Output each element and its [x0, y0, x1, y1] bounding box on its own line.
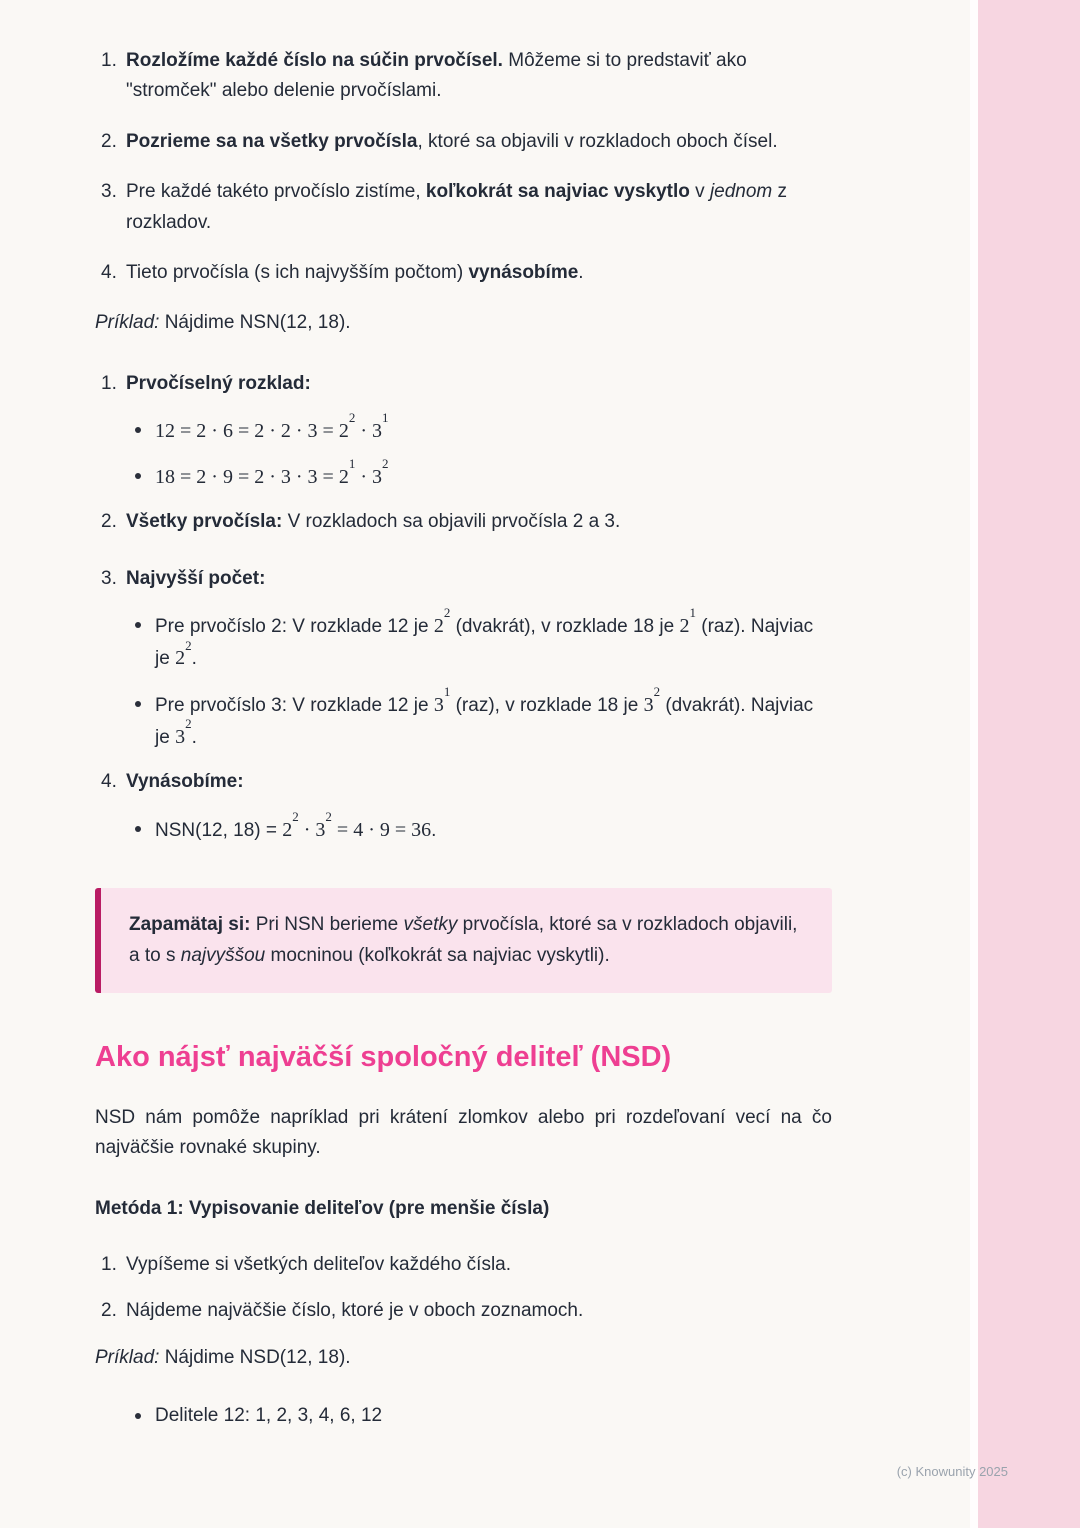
math-formula — [155, 456, 832, 493]
math-base: 12 = 2 · 6 = 2 · 2 · 3 = 2 — [155, 420, 349, 443]
text-run: , ktoré sa objavili v rozkladoch oboch čísel. — [417, 130, 778, 152]
bold-run: Najvyšší počet: — [126, 567, 266, 589]
math-base: 2 — [433, 614, 444, 637]
math-base: 3 — [175, 726, 186, 749]
divisors-12-item — [135, 1401, 832, 1431]
math-base: · 3 — [355, 420, 382, 443]
math-base: 18 = 2 · 9 = 2 · 3 · 3 = 2 — [155, 466, 349, 489]
bold-run: Všetky prvočísla: — [126, 511, 283, 533]
text-run: (raz), v rozklade 18 je — [450, 694, 644, 716]
bold-run: Pozrieme sa na všetky prvočísla — [126, 130, 418, 152]
list-text — [155, 605, 832, 675]
list-text — [155, 684, 832, 754]
list-text: Vypíšeme si všetkých deliteľov každého čísla. — [126, 1253, 512, 1275]
bullet-icon — [135, 473, 141, 479]
math-exponent: 2 — [292, 809, 299, 825]
bullet-icon — [135, 701, 141, 707]
list-number: 2. — [101, 511, 117, 533]
math-exponent: 2 — [653, 684, 661, 700]
list-number: 3. — [101, 181, 117, 203]
text-run: Pre každé takéto prvočíslo zistíme, — [126, 181, 426, 203]
list-item — [95, 1296, 832, 1326]
text-run: (dvakrát). Najviac je — [155, 694, 814, 749]
math-base: 2 — [679, 614, 690, 637]
list-text — [126, 177, 832, 238]
math-exponent: 2 — [443, 605, 451, 621]
callout-remember-box — [95, 888, 832, 993]
list-item — [95, 258, 832, 288]
list-text — [155, 809, 832, 846]
list-item — [135, 456, 832, 493]
bold-run: koľkokrát sa najviac vyskytlo — [425, 181, 690, 203]
list-text — [126, 127, 832, 157]
list-text — [126, 564, 832, 594]
list-text — [126, 258, 832, 288]
math-run — [433, 684, 451, 716]
math-exponent: 2 — [185, 637, 192, 653]
math-run — [643, 684, 661, 716]
math-base: · 3 — [298, 818, 326, 841]
math-base: 3 — [643, 693, 654, 716]
text-run: (raz). Najviac je — [155, 615, 814, 670]
list-item — [95, 177, 832, 238]
list-text — [126, 767, 832, 797]
text-run: . — [431, 819, 437, 841]
math-base: 2 — [282, 818, 293, 841]
list-text — [126, 507, 832, 537]
list-item — [135, 410, 832, 447]
math-exponent: 2 — [325, 809, 332, 825]
text-run: V rozkladoch sa objavili prvočísla 2 a 3. — [282, 511, 621, 533]
method-1-title: Metóda 1: Vypisovanie deliteľov (pre menšie čísla) — [95, 1197, 550, 1219]
right-pink-stripe — [978, 0, 1080, 1528]
math-base: · 3 — [355, 466, 382, 489]
section-heading-nsd: Ako nájsť najväčší spoločný deliteľ (NSD) — [95, 1041, 672, 1074]
list-item — [135, 605, 832, 675]
list-item — [135, 684, 832, 754]
math-exponent: 1 — [382, 410, 389, 426]
math-run — [679, 605, 696, 637]
italic-run: všetky — [403, 914, 458, 936]
bullet-icon — [135, 826, 141, 832]
list-number: 4. — [101, 771, 117, 793]
math-run — [175, 716, 192, 749]
bold-run: Prvočíselný rozklad: — [126, 372, 311, 394]
list-text: Delitele 12: 1, 2, 3, 4, 6, 12 — [155, 1405, 383, 1427]
math-exponent: 2 — [185, 716, 192, 732]
italic-lead: Príklad: — [95, 1346, 160, 1368]
list-number: 4. — [101, 261, 117, 283]
math-run — [175, 637, 192, 670]
text-run: Nájdime NSD(12, 18). — [159, 1346, 351, 1368]
bullet-icon — [135, 1413, 141, 1419]
bullet-icon — [135, 622, 141, 628]
document-content — [95, 46, 832, 1431]
text-run: (dvakrát), v rozklade 18 je — [450, 615, 680, 637]
text-run: NSN(12, 18) = — [155, 819, 283, 841]
text-run: Pre prvočíslo 3: V rozklade 12 je — [155, 694, 434, 716]
list-item — [95, 507, 832, 537]
bold-run: vynásobíme — [468, 261, 579, 283]
list-number: 1. — [101, 372, 117, 394]
callout-text — [129, 910, 804, 971]
math-run — [282, 809, 432, 841]
bullet-list-factorizations — [95, 410, 832, 493]
text-run: v — [689, 181, 710, 203]
ordered-list-nsn-example — [95, 369, 832, 847]
math-exponent: 2 — [382, 456, 389, 472]
text-run: mocninou (koľkokrát sa najviac vyskytli). — [265, 944, 610, 966]
text-run: prvočísla, ktoré sa v rozkladoch objavili, a to s — [129, 914, 798, 966]
bold-run: Rozložíme každé číslo na súčin prvočísel. — [126, 50, 503, 71]
text-run: . — [191, 727, 197, 749]
list-number: 1. — [101, 1253, 117, 1275]
text-run: Pri NSN berieme — [250, 914, 404, 936]
list-number: 2. — [101, 130, 117, 152]
math-exponent: 2 — [348, 410, 356, 426]
stripe-divider — [970, 0, 978, 1528]
list-item — [135, 809, 832, 846]
text-run: Pre prvočíslo 2: V rozklade 12 je — [155, 615, 434, 637]
list-number: 3. — [101, 567, 117, 589]
list-item — [95, 46, 832, 107]
callout-lead: Zapamätaj si: — [129, 914, 251, 936]
example-paragraph-nsn — [95, 308, 832, 338]
copyright-footer: (c) Knowunity 2025 — [896, 1464, 1008, 1479]
example-paragraph-nsd — [95, 1343, 832, 1373]
italic-lead: Príklad: — [95, 312, 160, 334]
math-exponent: 1 — [689, 605, 696, 621]
bold-run: Vynásobíme: — [126, 771, 244, 793]
list-item — [95, 1250, 832, 1280]
bullet-icon — [135, 427, 141, 433]
bullet-list-result — [95, 809, 832, 846]
math-base: 3 — [433, 693, 444, 716]
italic-run: jednom — [709, 181, 773, 203]
math-exponent: 1 — [443, 684, 451, 700]
text-run: Môžeme si to predstaviť ako "stromček" alebo delenie prvočíslami. — [126, 50, 747, 102]
list-text — [126, 46, 832, 107]
text-run: Tieto prvočísla (s ich najvyšším počtom) — [126, 261, 469, 283]
text-run: . — [191, 648, 197, 670]
list-number: 1. — [101, 50, 117, 71]
list-text — [126, 369, 832, 399]
text-run: z rozkladov. — [126, 181, 788, 233]
list-text: Nájdeme najväčšie číslo, ktoré je v oboch zoznamoch. — [126, 1300, 584, 1322]
text-run: Nájdime NSN(12, 18). — [159, 312, 351, 334]
italic-run: najvyššou — [180, 944, 266, 966]
list-item — [95, 564, 832, 594]
list-item — [95, 767, 832, 797]
text-run: . — [578, 261, 584, 283]
math-base: = 4 · 9 = 36 — [331, 818, 432, 841]
list-number: 2. — [101, 1300, 117, 1322]
math-run — [433, 605, 451, 637]
list-item — [95, 369, 832, 399]
bullet-list-highest-powers — [95, 605, 832, 754]
ordered-list-nsn-method — [95, 46, 832, 288]
list-item — [95, 127, 832, 157]
ordered-list-method1 — [95, 1250, 832, 1327]
math-exponent: 1 — [348, 456, 356, 472]
nsd-intro-paragraph: NSD nám pomôže napríklad pri krátení zlomkov alebo pri rozdeľovaní vecí na čo najväčšie rovnaké skupiny. — [95, 1106, 832, 1159]
math-base: 2 — [175, 647, 186, 670]
math-formula — [155, 410, 832, 447]
